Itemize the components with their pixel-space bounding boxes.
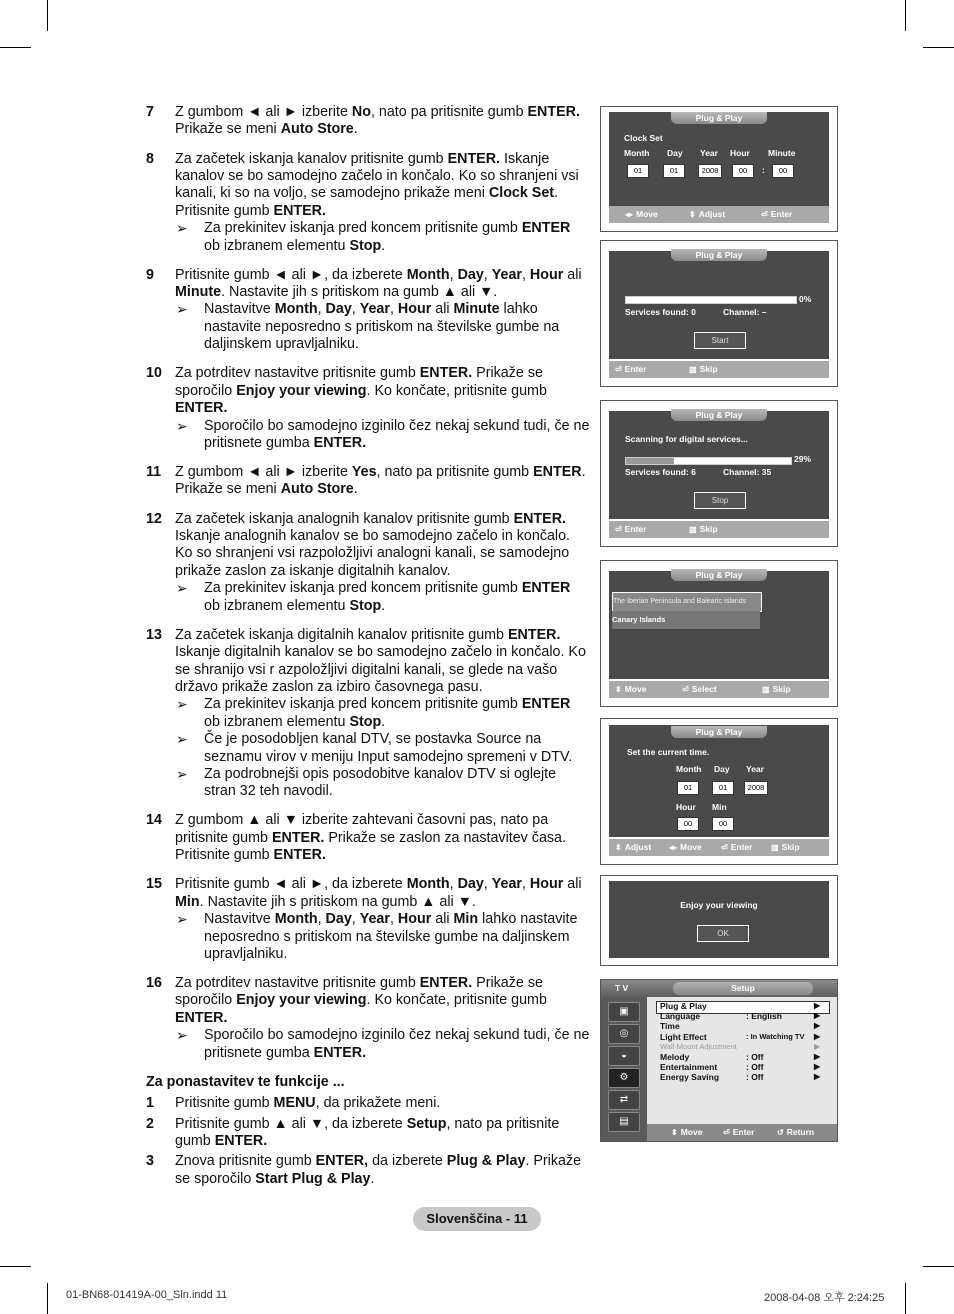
step-10 [146, 365, 590, 452]
return-label: Return [786, 1127, 815, 1137]
progress-fill [626, 458, 674, 464]
move-label: Move [636, 209, 658, 219]
setup-row-value: : In Watching TV [746, 1031, 805, 1041]
services-found: Services found: 0 [625, 307, 696, 317]
setup-row[interactable] [660, 1052, 821, 1062]
enter-icon: ⏎ [723, 1128, 730, 1137]
clock-set-heading: Clock Set [624, 133, 663, 143]
enter-label: Enter [770, 209, 793, 219]
label-hour: Hour [676, 802, 696, 812]
enter-label: Enter [730, 842, 753, 852]
time-colon: : [762, 165, 765, 175]
menu-title: Plug & Play [671, 112, 767, 124]
menu-title: Plug & Play [671, 726, 767, 738]
step-number: 13 [146, 626, 162, 643]
note-arrow-icon: ➢ [176, 1027, 188, 1044]
enter-label: Enter [624, 524, 647, 534]
screen-setup-menu [600, 979, 838, 1142]
hour-field[interactable]: 00 [732, 164, 754, 178]
step-note: ➢ Za prekinitev iskanja pred koncem pritisnite gumb ENTER ob izbranem elementu Stop. [176, 580, 571, 614]
up-down-icon: ⬍ [689, 210, 696, 219]
setup-row[interactable] [660, 1072, 821, 1083]
screen-channel-search-progress [600, 400, 838, 547]
step-note: ➢ Za prekinitev iskanja pred koncem pritisnite gumb ENTER ob izbranem elementu Stop. [176, 696, 571, 730]
progress-bar [625, 296, 797, 304]
arrow-right-icon: ▶ [814, 1072, 821, 1082]
crop-mark [923, 47, 954, 48]
crop-mark [0, 1266, 31, 1267]
note-arrow-icon: ➢ [176, 731, 188, 748]
setup-row[interactable] [660, 1021, 821, 1032]
step-note: ➢ Nastavitve Month, Day, Year, Hour ali Minute lahko nastavite neposredno s pritiskom na številske gumbe na daljinskem upravljalniku. [176, 301, 560, 353]
file-slug: 01-BN68-01419A-00_Sln.indd 11 [66, 1289, 228, 1301]
note-arrow-icon: ➢ [176, 220, 188, 237]
skip-icon: ▥ [689, 365, 697, 374]
progress-bar [625, 457, 792, 465]
setup-row-label: Energy Saving [660, 1072, 720, 1083]
tv-label: T V [615, 983, 629, 993]
step-13 [146, 627, 590, 801]
crop-mark [0, 47, 31, 48]
step-text: Za začetek iskanja analognih kanalov pritisnite gumb ENTER. Iskanje analognih kanalov se bo samodejno začelo in končalo. Ko so shranjeni vsi razpoložljivi analogni kanali, se samodejno prikaže zaslon za iskanje digitalnih kanalov. [175, 510, 571, 579]
skip-label: Skip [699, 524, 718, 534]
skip-icon: ▥ [689, 525, 697, 534]
progress-percent: 29% [794, 454, 812, 464]
note-arrow-icon: ➢ [176, 580, 188, 597]
enter-icon: ⏎ [615, 365, 622, 374]
setup-row-value: : English [746, 1011, 782, 1022]
reset-step-2 [146, 1116, 590, 1151]
setup-row-label: Light Effect [660, 1031, 707, 1042]
label-hour: Hour [730, 148, 750, 158]
services-found: Services found: 6 [625, 467, 696, 477]
screen-channel-search-start [600, 240, 838, 387]
label-year: Year [746, 764, 764, 774]
enter-icon: ⏎ [682, 685, 689, 694]
button-bar [609, 681, 829, 698]
step-text: Za potrditev nastavitve pritisnite gumb ENTER. Prikaže se sporočilo Enjoy your viewing. Ko končate, pritisnite gumb ENTER. [175, 975, 547, 1026]
note-arrow-icon: ➢ [176, 765, 188, 782]
step-note: ➢ Za prekinitev iskanja pred koncem pritisnite gumb ENTER ob izbranem elementu Stop. [176, 220, 571, 254]
skip-label: Skip [699, 364, 718, 374]
ok-button[interactable]: OK [697, 925, 749, 942]
page-number-badge: Slovenščina - 11 [413, 1207, 541, 1231]
step-note: ➢ Če je posodobljen kanal DTV, se postavka Source na seznamu virov v meniju Input samodejno spremeni v DTV. [176, 731, 573, 765]
adjust-label: Adjust [624, 842, 652, 852]
step-number: 8 [146, 150, 154, 167]
label-day: Day [714, 764, 730, 774]
move-label: Move [680, 842, 702, 852]
setup-row-label: Language [660, 1011, 701, 1022]
enter-icon: ⏎ [615, 525, 622, 534]
month-field[interactable]: 01 [677, 781, 699, 795]
setup-row[interactable] [660, 1001, 821, 1011]
up-down-icon: ⬍ [615, 685, 622, 694]
step-note: ➢ Za podrobnejši opis posodobitve kanalov DTV si oglejte stran 32 teh navodil. [176, 765, 557, 800]
up-down-icon: ⬍ [671, 1128, 678, 1137]
crop-mark [905, 1283, 906, 1314]
crop-mark [905, 0, 906, 31]
year-field[interactable]: 2008 [698, 164, 722, 178]
crop-mark [47, 1283, 48, 1314]
note-arrow-icon: ➢ [176, 696, 188, 713]
sound-menu-icon[interactable]: ◎ [608, 1024, 640, 1044]
step-text: Z gumbom ◄ ali ► izberite Yes, nato pa pritisnite gumb ENTER. Prikaže se meni Auto Store. [175, 464, 586, 498]
setup-row[interactable] [660, 1011, 821, 1022]
step-text: Znova pritisnite gumb ENTER, da izberete Plug & Play. Prikaže se sporočilo Start Plug & Play. [175, 1153, 582, 1187]
setup-row[interactable] [660, 1062, 821, 1073]
hour-field[interactable]: 00 [677, 817, 699, 831]
channel-menu-icon[interactable]: ◒ [608, 1046, 640, 1066]
month-field[interactable]: 01 [627, 164, 649, 178]
setup-menu-icon[interactable]: ⚙ [608, 1068, 640, 1088]
reset-step-3 [146, 1153, 590, 1188]
step-text: Za začetek iskanja kanalov pritisnite gumb ENTER. Iskanje kanalov se bo samodejno začelo in končalo. Ko so shranjeni vsi kanali, ki so na voljo, se samodejno prikaže meni Clock Set. Pritisnite gumb ENTER. [175, 150, 579, 219]
set-time-heading: Set the current time. [627, 747, 710, 757]
reset-step-1 [146, 1095, 590, 1112]
year-field[interactable]: 2008 [744, 781, 768, 795]
setup-row-label: Time [660, 1021, 680, 1032]
arrow-right-icon: ▶ [814, 1031, 821, 1041]
step-note: ➢ Nastavitve Month, Day, Year, Hour ali Min lahko nastavite neposredno s pritiskom na številske gumbe na daljinskem upravljalniku. [176, 911, 578, 962]
left-right-icon: ◂▸ [669, 843, 678, 852]
progress-percent: 0% [799, 294, 812, 304]
menu-title: Plug & Play [671, 249, 767, 261]
date-slug: 2008-04-08 오후 2:24:25 [764, 1292, 885, 1304]
step-number: 3 [146, 1153, 154, 1170]
step-text: Za potrditev nastavitve pritisnite gumb ENTER. Prikaže se sporočilo Enjoy your viewing. Ko končate, pritisnite gumb ENTER. [175, 365, 547, 417]
setup-row-label: Entertainment [660, 1062, 718, 1073]
menu-title: Plug & Play [671, 409, 767, 421]
button-bar [609, 361, 829, 378]
button-bar [647, 1124, 837, 1141]
crop-mark [47, 0, 48, 31]
reset-heading: Za ponastavitev te funkcije ... [146, 1073, 345, 1090]
skip-icon: ▥ [762, 685, 770, 694]
step-15 [146, 876, 590, 963]
setup-row-label: Plug & Play [660, 1001, 707, 1011]
step-text: Pritisnite gumb ◄ ali ►, da izberete Month, Day, Year, Hour ali Minute. Nastavite jih s pritiskom na gumb ▲ ali ▼. [175, 266, 582, 301]
step-number: 12 [146, 510, 162, 527]
step-9 [146, 267, 590, 354]
step-note: ➢ Sporočilo bo samodejno izginilo čez nekaj sekund tudi, če ne pritisnete gumba ENTER. [176, 1027, 590, 1061]
channel-number: Channel: 35 [723, 467, 772, 477]
step-12 [146, 511, 590, 615]
label-minute: Minute [768, 148, 796, 158]
step-text: Pritisnite gumb MENU, da prikažete meni. [175, 1095, 441, 1112]
select-label: Select [691, 684, 717, 694]
step-text: Za začetek iskanja digitalnih kanalov pritisnite gumb ENTER. Iskanje digitalnih kanalov se bo samodejno začelo in končalo. Ko se shranijo vsi r azpoložljivi digitalni kanali, se glede na vašo državo prikaže zaslon za izbiro časovnega pasu. [175, 626, 586, 695]
timezone-option-iberian[interactable]: The Iberian Peninsula and Balearic Islands [612, 592, 762, 612]
scanning-heading: Scanning for digital services... [625, 434, 748, 444]
step-text: Pritisnite gumb ▲ ali ▼, da izberete Setup, nato pa pritisnite gumb ENTER. [175, 1115, 560, 1149]
setup-row[interactable] [660, 1031, 821, 1042]
enter-icon: ⏎ [721, 843, 728, 852]
label-day: Day [667, 148, 683, 158]
step-number: 15 [146, 876, 162, 893]
step-number: 11 [146, 464, 162, 481]
skip-label: Skip [781, 842, 800, 852]
day-field[interactable]: 01 [712, 781, 734, 795]
arrow-right-icon: ▶ [814, 1052, 821, 1061]
left-right-icon: ◂▸ [625, 210, 634, 219]
arrow-right-icon: ▶ [814, 1001, 821, 1010]
setup-row-label: Wall-Mount Adjustment [660, 1041, 737, 1051]
application-menu-icon[interactable]: ▤ [608, 1112, 640, 1132]
step-number: 9 [146, 266, 154, 283]
screen-clock-set [600, 106, 838, 232]
tv-panel [609, 881, 829, 958]
arrow-right-icon: ▶ [814, 1021, 821, 1031]
step-text: Z gumbom ▲ ali ▼ izberite zahtevani časovni pas, nato pa pritisnite gumb ENTER. Prikaže se zaslon za nastavitev časa. Pritisnite gumb ENTER. [175, 812, 566, 864]
note-arrow-icon: ➢ [176, 417, 188, 434]
enter-icon: ⏎ [761, 210, 768, 219]
step-number: 7 [146, 104, 154, 120]
start-button[interactable]: Start [694, 332, 746, 349]
step-number: 2 [146, 1115, 154, 1132]
min-field[interactable]: 00 [712, 817, 734, 831]
arrow-right-icon: ▶ [814, 1062, 821, 1072]
minute-field[interactable]: 00 [772, 164, 794, 178]
return-icon: ↺ [777, 1128, 784, 1137]
tv-panel [609, 112, 829, 209]
step-text: Pritisnite gumb ◄ ali ►, da izberete Month, Day, Year, Hour ali Min. Nastavite jih s pritiskom na gumb ▲ ali ▼. [175, 876, 582, 910]
skip-icon: ▥ [771, 843, 779, 852]
screen-set-current-time [600, 718, 838, 865]
setup-row-label: Melody [660, 1052, 690, 1062]
arrow-right-icon: ▶ [814, 1041, 821, 1051]
input-menu-icon[interactable]: ⇄ [608, 1090, 640, 1110]
label-year: Year [700, 148, 718, 158]
note-arrow-icon: ➢ [176, 301, 188, 318]
label-min: Min [712, 802, 727, 812]
adjust-label: Adjust [698, 209, 726, 219]
label-month: Month [676, 764, 702, 774]
up-down-icon: ⬍ [615, 843, 622, 852]
enjoy-message: Enjoy your viewing [680, 900, 758, 910]
channel-number: Channel: – [723, 307, 767, 317]
step-11 [146, 464, 590, 499]
screen-enjoy-viewing [600, 875, 838, 966]
step-number: 10 [146, 365, 162, 382]
setup-title: Setup [673, 982, 813, 995]
crop-mark [923, 1266, 954, 1267]
skip-label: Skip [772, 684, 791, 694]
step-note: ➢ Sporočilo bo samodejno izginilo čez nekaj sekund tudi, če ne pritisnete gumba ENTER. [176, 417, 590, 451]
step-16 [146, 975, 590, 1062]
note-arrow-icon: ➢ [176, 911, 188, 928]
stop-button[interactable]: Stop [694, 492, 746, 509]
move-label: Move [624, 684, 647, 694]
setup-row-value: : Off [746, 1062, 764, 1073]
setup-row[interactable] [660, 1041, 821, 1052]
step-number: 16 [146, 975, 162, 992]
day-field[interactable]: 01 [663, 164, 685, 178]
timezone-option-canary[interactable]: Canary Islands [612, 611, 760, 629]
setup-row-value: : Off [746, 1072, 764, 1083]
step-number: 1 [146, 1095, 154, 1112]
enter-label: Enter [624, 364, 647, 374]
instruction-steps [146, 104, 590, 1191]
step-text: Z gumbom ◄ ali ► izberite No, nato pa pritisnite gumb ENTER. Prikaže se meni Auto Store. [175, 104, 580, 138]
button-bar [609, 206, 829, 223]
picture-menu-icon[interactable]: ▣ [608, 1002, 640, 1022]
setup-row-value: : Off [746, 1052, 764, 1062]
screen-time-zone [600, 560, 838, 707]
button-bar [609, 839, 829, 856]
menu-title: Plug & Play [671, 569, 767, 581]
step-8 [146, 151, 590, 255]
arrow-right-icon: ▶ [814, 1011, 821, 1021]
enter-label: Enter [732, 1127, 755, 1137]
step-14 [146, 812, 590, 864]
label-month: Month [624, 148, 650, 158]
move-label: Move [680, 1127, 703, 1137]
step-number: 14 [146, 812, 162, 829]
button-bar [609, 521, 829, 538]
step-7 [146, 104, 590, 139]
